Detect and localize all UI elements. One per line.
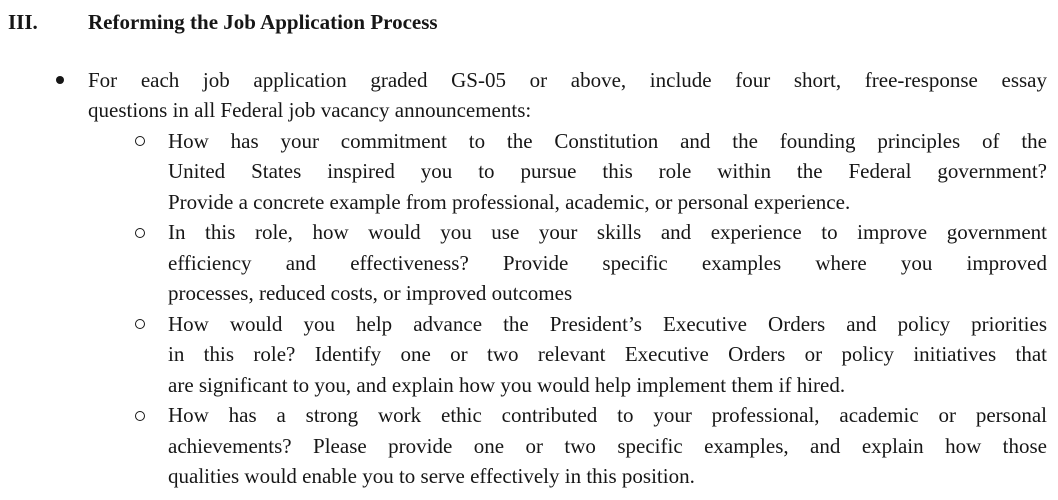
circle-bullet-icon [135, 228, 145, 238]
section-heading [0, 0, 1058, 38]
text-line: achievements? Please provide one or two specific examples, and explain how those [168, 433, 1047, 458]
text-line: How has a strong work ethic contributed to your professional, academic or personal [168, 403, 1047, 427]
text-line: qualities would enable you to serve effectively in this position. [168, 464, 695, 488]
text-line: In this role, how would you use your skills and experience to improve government [168, 220, 1047, 244]
sub-bullet-item [168, 309, 1047, 401]
circle-bullet-icon [135, 136, 145, 146]
text-line: are significant to you, and explain how you would help implement them if hired. [168, 372, 846, 397]
disc-bullet-icon [56, 76, 64, 84]
text-line: How has your commitment to the Constitution and the founding principles of the [168, 128, 1047, 153]
sub-bullet-item [168, 126, 1047, 218]
text-line: Provide a concrete example from professional, academic, or personal experience. [168, 189, 851, 214]
text-line: United States inspired you to pursue this role within the Federal government? [168, 159, 1047, 183]
text-line: processes, reduced costs, or improved outcomes [168, 281, 573, 305]
section-numeral: III. [8, 10, 38, 34]
text-line: efficiency and effectiveness? Provide specific examples where you improved [168, 250, 1047, 275]
text-line: For each job application graded GS-05 or above, include four short, free-response essay [88, 67, 1047, 92]
text-line: How would you help advance the President’s Executive Orders and policy priorities [168, 311, 1047, 336]
circle-bullet-icon [135, 319, 145, 329]
section-title: Reforming the Job Application Process [88, 10, 438, 34]
circle-bullet-icon [135, 411, 145, 421]
bullet-item [88, 65, 1047, 126]
text-line: questions in all Federal job vacancy announcements: [88, 98, 532, 122]
sub-bullet-item [168, 400, 1047, 492]
sub-bullet-item [168, 217, 1047, 309]
text-line: in this role? Identify one or two relevant Executive Orders or policy initiatives that [168, 342, 1047, 366]
